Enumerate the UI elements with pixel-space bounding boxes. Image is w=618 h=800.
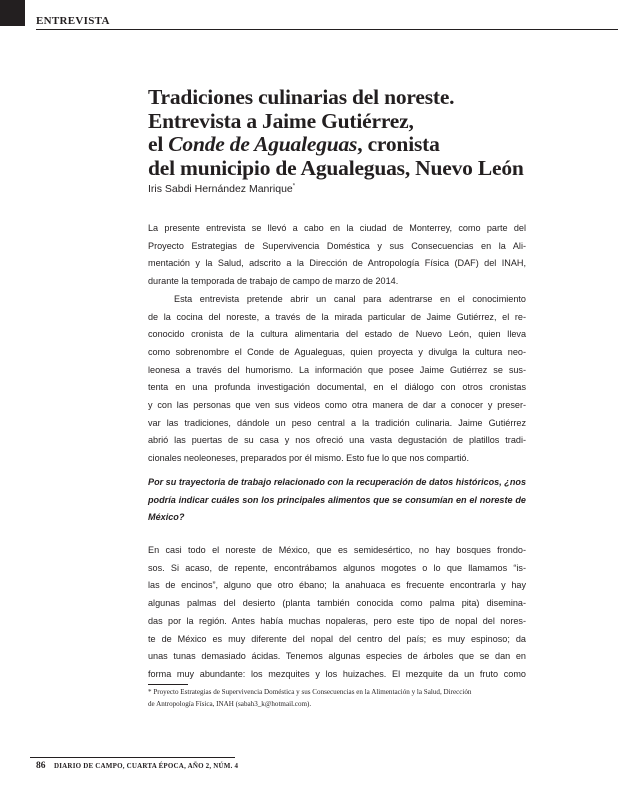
text-line: das por la región. Antes había muchas nopaleras, pero este tipo de nopal del nores- [148, 615, 526, 626]
interview-question [148, 474, 526, 527]
intro-paragraph-2 [148, 291, 526, 468]
page-number: 86 [36, 761, 46, 771]
footer-rule [30, 757, 235, 758]
text-line: Esta entrevista pretende abrir un canal para adentrarse en el conocimiento [174, 293, 526, 304]
title-line-3-prefix: el [148, 132, 169, 156]
author-name: Iris Sabdi Hernández Manrique [148, 183, 293, 195]
text-line: podría indicar cuáles son los principales alimentos que se consumían en el noreste de [148, 494, 526, 505]
title-line-2: Entrevista a Jaime Gutiérrez, [148, 108, 414, 133]
text-line: var las tradiciones, dándole un peso central a la tradición culinaria. Jaime Gutiérrez [148, 417, 526, 428]
text-line: algunas palmas del desierto (planta también conocida como palma pita) disemina- [148, 598, 526, 609]
intro-text [148, 220, 526, 468]
section-label: ENTREVISTA [36, 15, 110, 27]
text-line: como sobrenombre el Conde de Agualeguas, quien proyecta y divulga la cultura neo- [148, 346, 526, 357]
header-rule [36, 29, 618, 30]
title-line-1: Tradiciones culinarias del noreste. [148, 85, 455, 109]
footnote-line-2: de Antropología Física, INAH (sabah3_k@hotmail.com). [148, 699, 312, 708]
text-line: abrió las puertas de su casa y nos ofreció una vasta degustación de platillos tradi- [148, 435, 526, 446]
text-line: forma muy abundante: los mezquites y los huizaches. El mezquite da un fruto como [148, 668, 526, 679]
section-marker-block [0, 0, 25, 26]
text-line: las de encinos”, alguno que otro ébano; la anahuaca es frecuente encontrarla y hay [148, 580, 526, 591]
footnote-marker: * [292, 183, 296, 190]
text-line: mentación y la Salud, adscrito a la Dirección de Antropología Física (DAF) del INAH, [148, 258, 526, 269]
footnote-line-1: * Proyecto Estrategias de Supervivencia Doméstica y sus Consecuencias en la Alimentación y la Salud, Dirección [148, 688, 472, 696]
text-line: cionales neoleoneses, preparados por él mismo. Esto fue lo que nos compartió. [148, 453, 469, 464]
title-line-3-suffix: , cronista [357, 132, 440, 156]
footnote-rule [148, 684, 188, 685]
footnote [148, 687, 526, 710]
text-line: La presente entrevista se llevó a cabo en la ciudad de Monterrey, como parte del [148, 223, 526, 233]
title-line-4: del municipio de Agualeguas, Nuevo León [148, 155, 524, 180]
text-line: México? [148, 512, 185, 523]
text-line: En casi todo el noreste de México, que es semidesértico, no hay bosques frondo- [148, 545, 526, 555]
journal-citation: DIARIO DE CAMPO, CUARTA ÉPOCA, AÑO 2, NÚM. 4 [54, 762, 239, 770]
text-line: Proyecto Estrategias de Supervivencia Doméstica y sus Consecuencias en la Ali- [148, 240, 526, 251]
text-line: sos. Si acaso, de repente, encontrábamos algunos mogotes o lo que llamamos “is- [148, 562, 526, 573]
text-line: y con las personas que ven sus videos como otra manera de dar a conocer y preser- [148, 400, 526, 411]
text-line: de la cocina del noreste, a través de la mirada particular de Jaime Gutiérrez, el re- [148, 311, 526, 322]
interview-answer [148, 542, 526, 684]
text-line: conocido cronista de la cultura alimentaria del estado de Nuevo León, quien lleva [148, 329, 526, 340]
title-line-3 [148, 133, 588, 157]
text-line: tenta en una profunda investigación documental, en el diálogo con otros cronistas [148, 382, 526, 393]
question-paragraph [148, 474, 526, 527]
answer-paragraph [148, 542, 526, 684]
title-nickname: Conde de Agualeguas [168, 132, 358, 156]
intro-paragraph-1 [148, 220, 526, 291]
text-line: Por su trayectoria de trabajo relacionado con la recuperación de datos históricos, ¿nos [148, 477, 526, 487]
text-line: unas tunas demasiado ácidas. Tenemos algunas especies de árboles que se dan en [148, 651, 526, 662]
text-line: durante la temporada de trabajo de campo de marzo de 2014. [148, 276, 399, 287]
text-line: leonesa a través del humorismo. La información que posee Jaime Gutiérrez se sus- [148, 364, 526, 375]
text-line: te de México es muy diferente del nopal del centro del país; es muy espinoso; da [148, 633, 526, 644]
author-byline [148, 183, 295, 195]
article-title [148, 86, 588, 180]
